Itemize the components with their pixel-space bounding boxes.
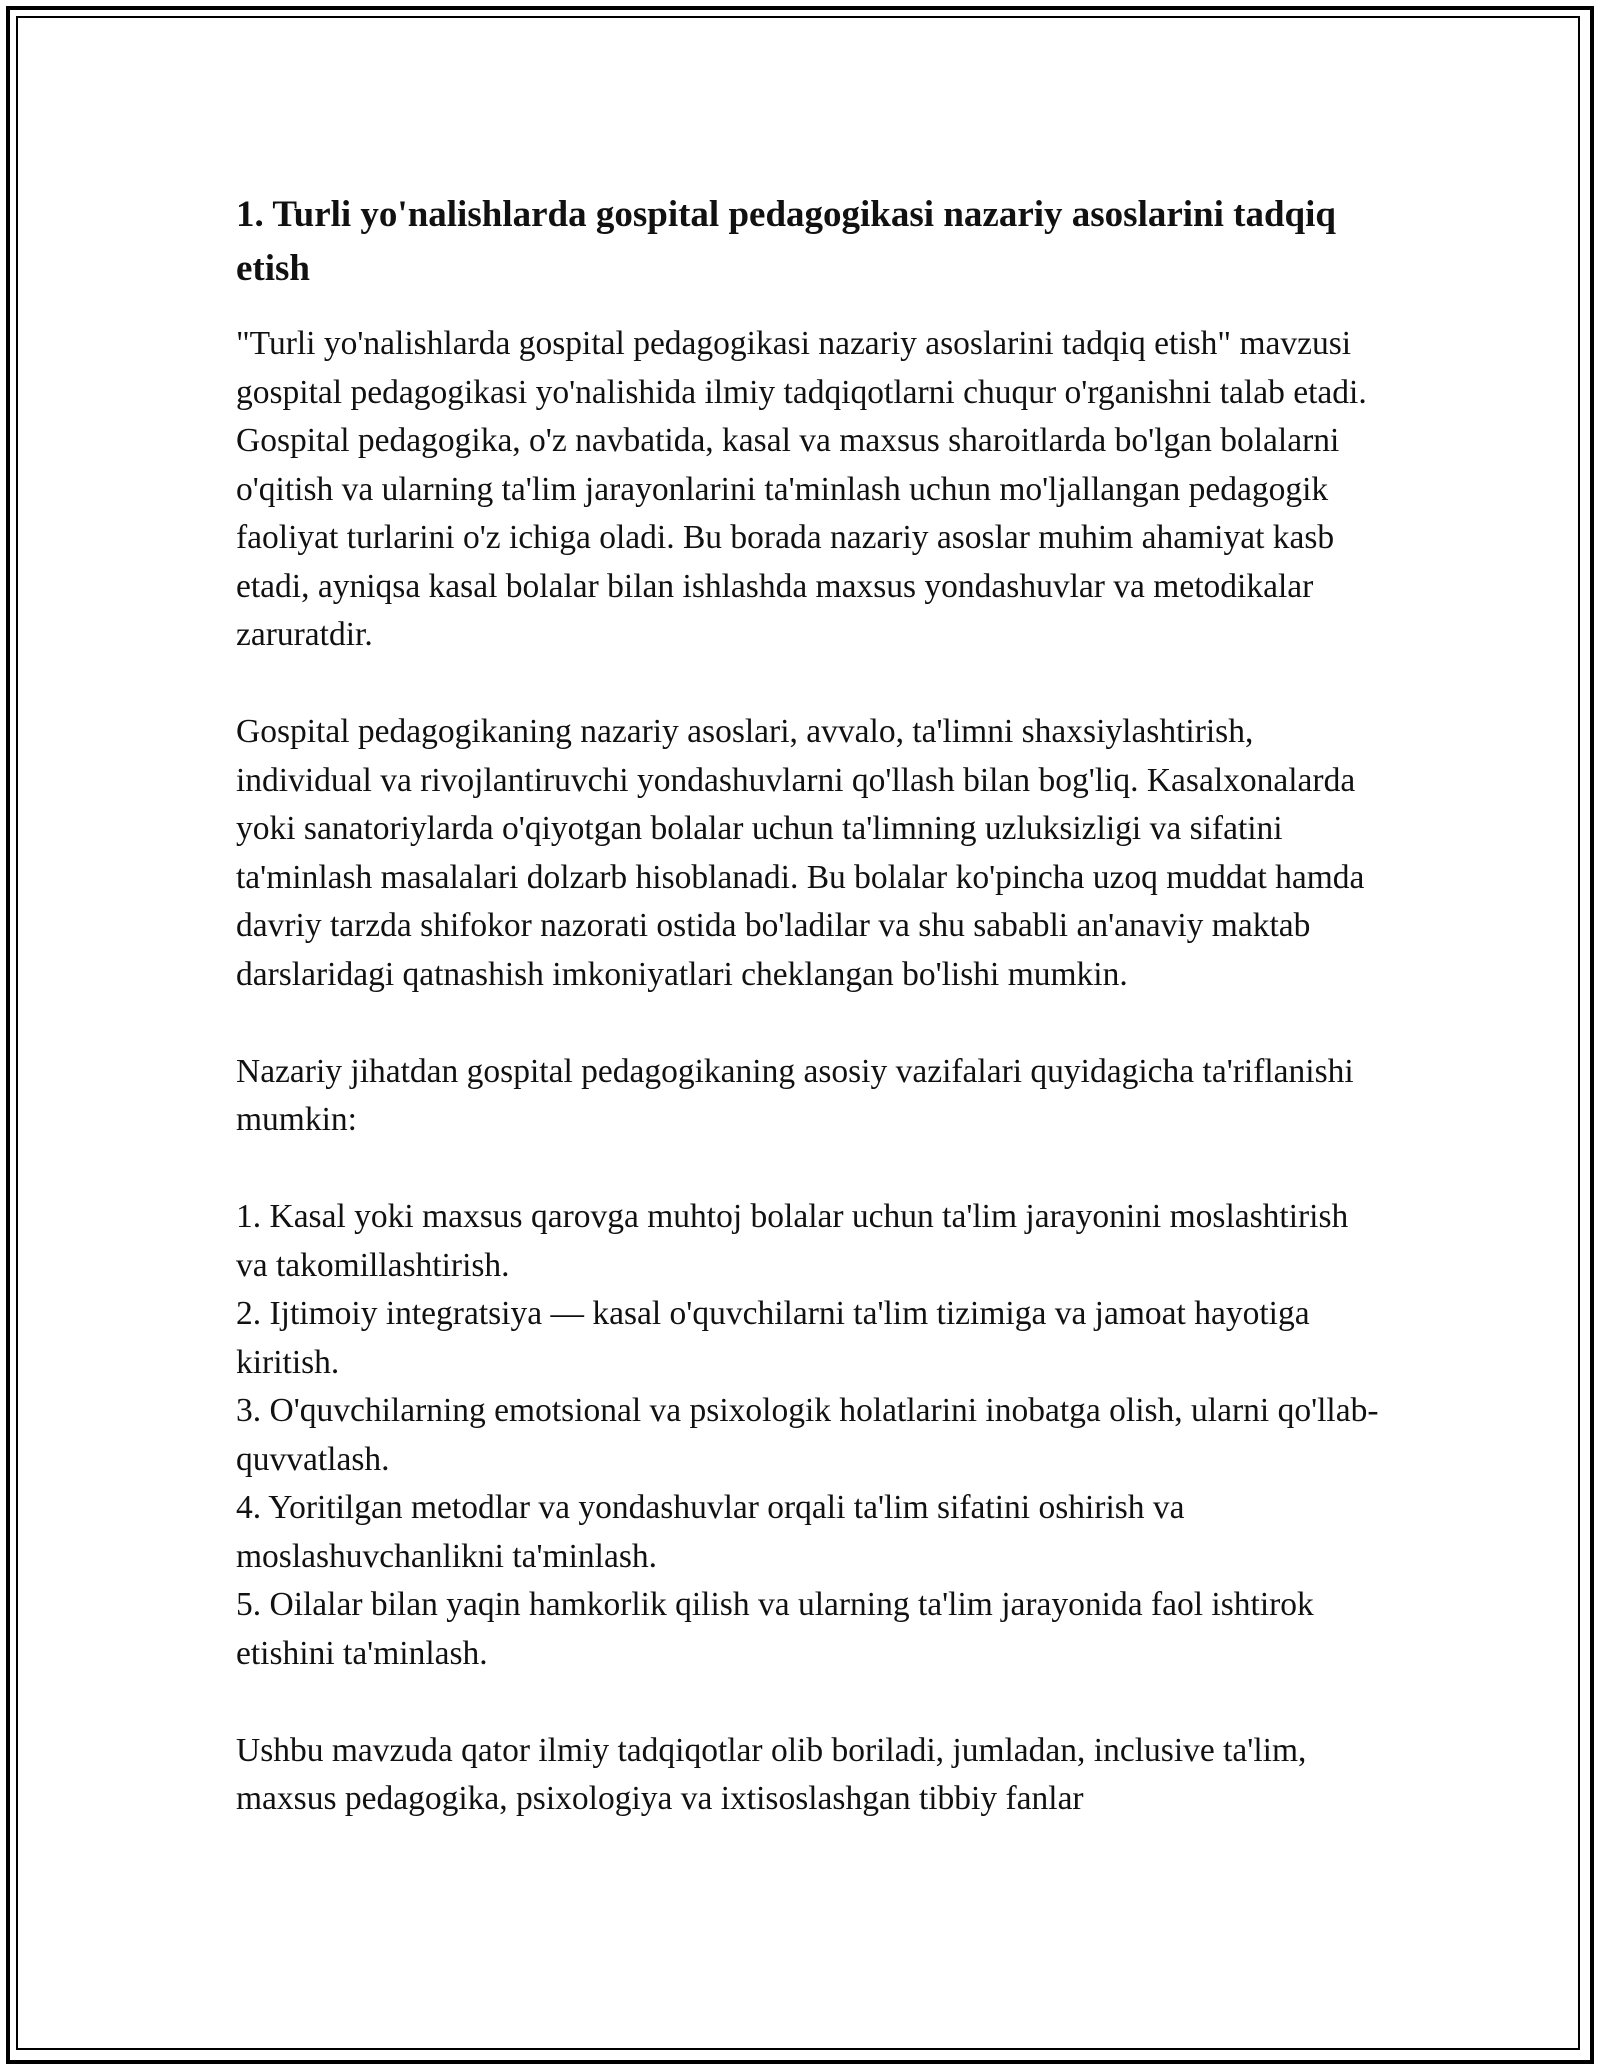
- list-item: 2. Ijtimoiy integratsiya — kasal o'quvchilarni ta'lim tizimiga va jamoat hayotiga kiritish.: [236, 1295, 1310, 1381]
- document-title: 1. Turli yo'nalishlarda gospital pedagogikasi nazariy asoslarini tadqiq etish: [236, 194, 1336, 289]
- list-item: 1. Kasal yoki maxsus qarovga muhtoj bolalar uchun ta'lim jarayonini moslashtirish va takomillashtirish.: [236, 1198, 1349, 1284]
- paragraph-intro: "Turli yo'nalishlarda gospital pedagogikasi nazariy asoslarini tadqiq etish" mavzusi gospital pedagogikasi yo'nalishida ilmiy tadqiqotlarni chuqur o'rganishni talab etadi. Gospital pedagogika, o'z navbatida, kasal va maxsus sharoitlarda bo'lgan bolalarni o'qitish va ularning ta'lim jarayonlarini ta'minlash uchun mo'ljallangan pedagogik faoliyat turlarini o'z ichiga oladi. Bu borada nazariy asoslar muhim ahamiyat kasb etadi, ayniqsa kasal bolalar bilan ishlashda maxsus yondashuvlar va metodikalar zaruratdir.: [236, 325, 1367, 653]
- list-item: 3. O'quvchilarning emotsional va psixologik holatlarini inobatga olish, ularni qo'llab-quvvatlash.: [236, 1392, 1379, 1478]
- paragraph-tasks-intro: Nazariy jihatdan gospital pedagogikaning asosiy vazifalari quyidagicha ta'riflanishi mumkin:: [236, 1052, 1354, 1138]
- document-body: [236, 188, 1386, 1872]
- list-item: 4. Yoritilgan metodlar va yondashuvlar orqali ta'lim sifatini oshirish va moslashuvchanlikni ta'minlash.: [236, 1489, 1185, 1575]
- paragraph-foundations: Gospital pedagogikaning nazariy asoslari, avvalo, ta'limni shaxsiylashtirish, individual va rivojlantiruvchi yondashuvlarni qo'llash bilan bog'liq. Kasalxonalarda yoki sanatoriylarda o'qiyotgan bolalar uchun ta'limning uzluksizligi va sifatini ta'minlash masalalari dolzarb hisoblanadi. Bu bolalar ko'pincha uzoq muddat hamda davriy tarzda shifokor nazorati ostida bo'ladilar va shu sababli an'anaviy maktab darslaridagi qatnashish imkoniyatlari cheklangan bo'lishi mumkin.: [236, 713, 1365, 993]
- tasks-list: [236, 1193, 1386, 1678]
- paragraph-closing: Ushbu mavzuda qator ilmiy tadqiqotlar olib boriladi, jumladan, inclusive ta'lim, maxsus pedagogika, psixologiya va ixtisoslashgan tibbiy fanlar: [236, 1731, 1307, 1817]
- list-item: 5. Oilalar bilan yaqin hamkorlik qilish va ularning ta'lim jarayonida faol ishtirok etishini ta'minlash.: [236, 1586, 1314, 1672]
